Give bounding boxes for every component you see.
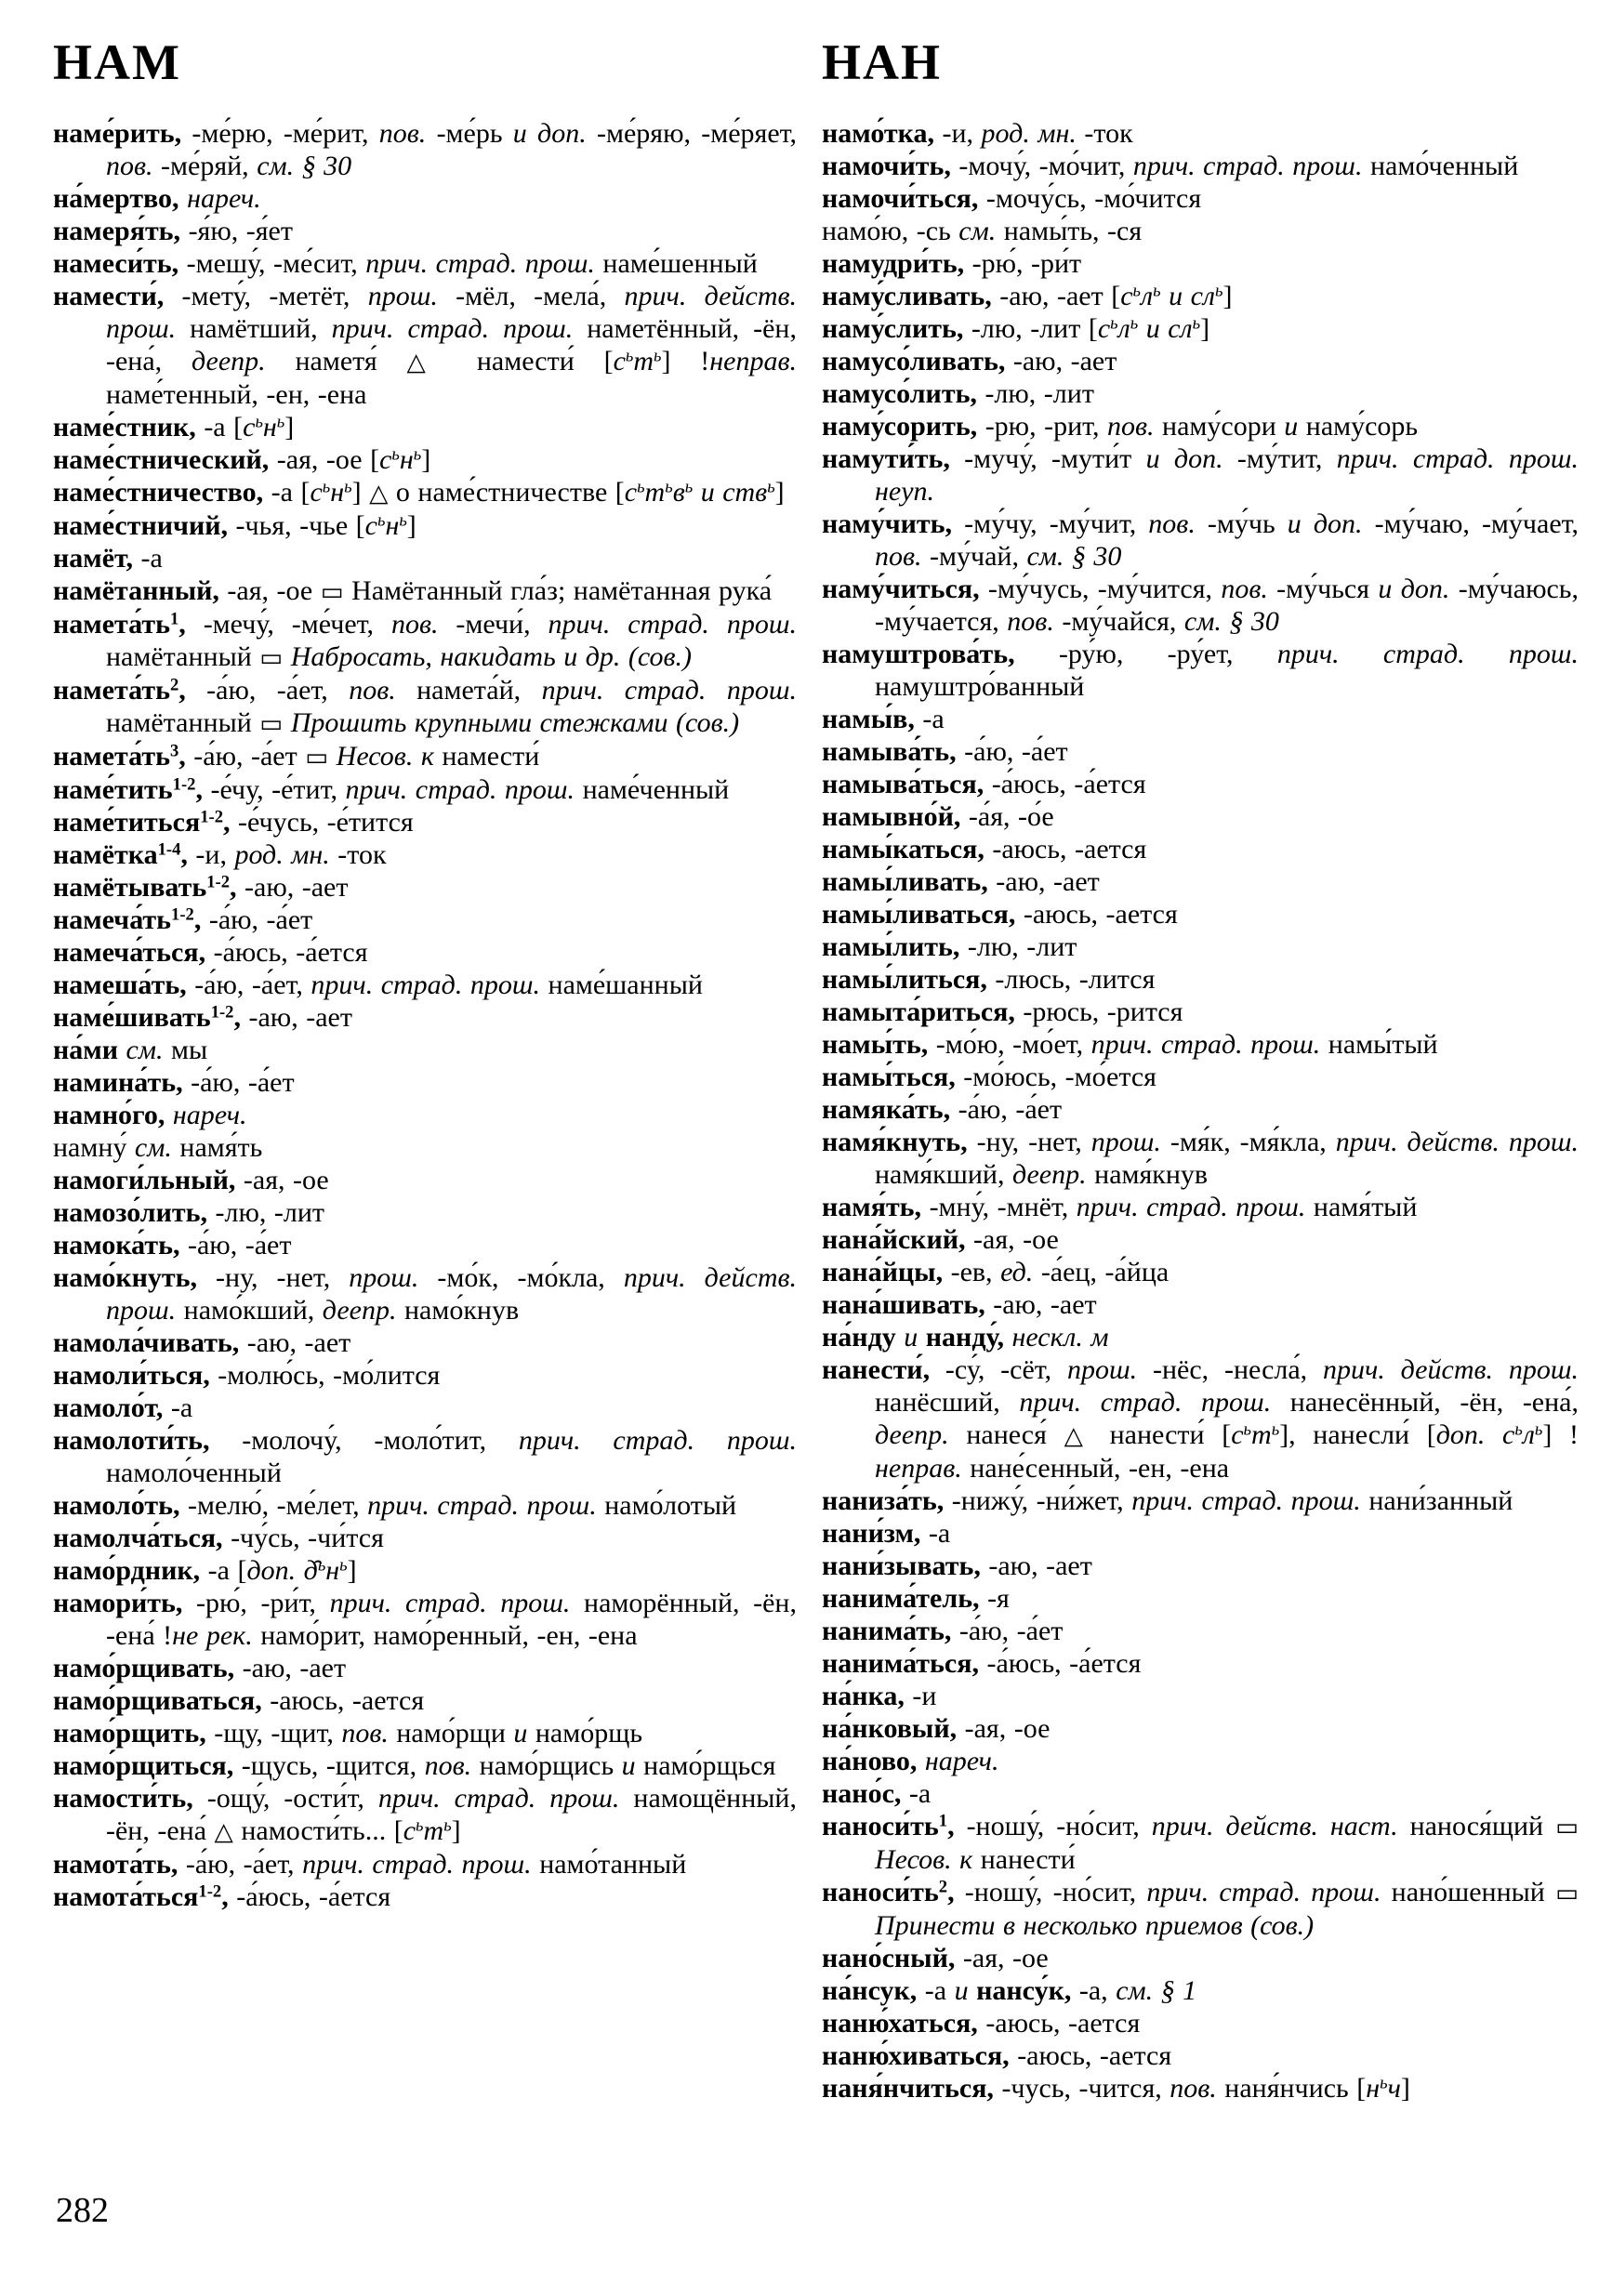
dictionary-entry: намо́тка, -и, род. мн. -ток xyxy=(822,118,1133,149)
dictionary-entry: нано́сный, -ая, -ое xyxy=(822,1943,1049,1973)
dictionary-entry: намоги́льный, -ая, -ое xyxy=(53,1165,329,1195)
dictionary-entry: намяка́ть, -а́ю, -а́ет xyxy=(822,1094,1063,1125)
dictionary-entry: нанести́, -су́, -сёт, прош. -нёс, -несла́, прич. действ. прош. нанёсший, прич. страд. прош. нанесённый, -ён, -ена́, деепр. нанеся́ △ нанести́ $[с^ьт^ь]$, нанесли́ [доп. $с^ьл^ь$] !неправ. нане́сенный, -ен, -ена xyxy=(822,1354,1579,1484)
dictionary-entry: намо́рщить, -щу, -щит, пов. намо́рщи и намо́рщь xyxy=(53,1718,643,1748)
dictionary-entry: намы́ться, -мо́юсь, -мо́ется xyxy=(822,1062,1156,1092)
box-symbol: ▭ xyxy=(320,577,344,606)
dictionary-entry: намеча́ться, -а́юсь, -а́ется xyxy=(53,937,368,968)
box-symbol: ▭ xyxy=(259,709,284,738)
dictionary-entry: намётка$^{1-4}$, -и, род. мн. -ток xyxy=(53,839,387,870)
dictionary-entry: намы́лить, -лю, -лит xyxy=(822,931,1077,962)
dictionary-entry: намола́чивать, -аю, -ает xyxy=(53,1327,351,1358)
left-column-entries xyxy=(53,117,797,1913)
dictionary-entry: нана́йский, -ая, -ое xyxy=(822,1224,1059,1255)
dictionary-entry: наме́стник, -а $[с^ьн^ь]$ xyxy=(53,412,295,442)
dictionary-entry: $намета́ть^3$, -а́ю, -а́ет ▭ Несов. к намести́ xyxy=(53,741,540,772)
dictionary-entry: на́ново, нареч. xyxy=(822,1746,999,1776)
triangle-symbol: △ xyxy=(214,1817,233,1846)
dictionary-entry: намётанный, -ая, -ое ▭ Намётанный гла́з; намётанная рука́ xyxy=(53,575,773,606)
guide-word-left: НАМ xyxy=(53,34,181,90)
page-number: 282 xyxy=(56,2191,109,2230)
dictionary-entry: наме́рить, -ме́рю, -ме́рит, пов. -ме́рь и доп. -ме́ряю, -ме́ряет, пов. -ме́ряй, см. § 30 xyxy=(53,118,797,181)
dictionary-entry: намо́рщиваться, -аюсь, -ается xyxy=(53,1685,425,1716)
triangle-symbol: △ xyxy=(369,479,389,508)
dictionary-entry: наню́хиваться, -аюсь, -ается xyxy=(822,2040,1172,2071)
dictionary-entry: наниза́ть, -нижу́, -ни́жет, прич. страд. прош. нани́занный xyxy=(822,1485,1513,1516)
dictionary-entry: намости́ть, -ощу́, -ости́т, прич. страд. прош. намощённый, -ён, -ена́ △ намости́ть... $[с^ьт^ь]$ xyxy=(53,1783,797,1846)
dictionary-entry: $намета́ть^2$, -а́ю, -а́ет, пов. намета́й, прич. страд. прош. намётанный ▭ Прошить крупными стежками (сов.) xyxy=(53,675,797,738)
dictionary-entry: наму́читься, -му́чусь, -му́чится, пов. -му́чься и доп. -му́чаюсь, -му́чается, пов. -му́чайся, см. § 30 xyxy=(822,574,1579,637)
dictionary-entry: намы́каться, -аюсь, -ается xyxy=(822,834,1147,864)
dictionary-entry: наню́хаться, -аюсь, -ается xyxy=(822,2008,1141,2039)
dictionary-entry: намоло́ть, -мелю́, -ме́лет, прич. страд. прош. намо́лотый xyxy=(53,1490,737,1521)
dictionary-entry: нанима́ться, -а́юсь, -а́ется xyxy=(822,1648,1142,1679)
dictionary-entry: намо́рщиться, -щусь, -щится, пов. намо́рщись и намо́рщься xyxy=(53,1750,776,1781)
dictionary-entry: намы́в, -а xyxy=(822,704,945,734)
dictionary-entry: намолча́ться, -чу́сь, -чи́тся xyxy=(53,1523,384,1553)
dictionary-entry: нано́с, -а xyxy=(822,1778,932,1809)
dictionary-entry: намусо́ливать, -аю, -ает xyxy=(822,346,1117,376)
right-column-entries xyxy=(822,117,1579,2105)
dictionary-entry: намыта́риться, -рюсь, -рится xyxy=(822,996,1183,1027)
dictionary-entry: намори́ть, -рю́, -ри́т, прич. страд. прош. наморённый, -ён, -ена́ !не рек. намо́рит, намо́ренный, -ен, -ена xyxy=(53,1588,797,1651)
dictionary-entry: намя́ть, -мну́, -мнёт, прич. страд. прош. намя́тый xyxy=(822,1192,1418,1222)
dictionary-entry: наме́стничество, -а $[с^ьн^ь]$ △ о наме́стничестве [$с^ьт^ьв^ь$ и ств$^ь$] xyxy=(53,477,785,508)
box-symbol: ▭ xyxy=(305,743,329,772)
dictionary-entry: на́нду и нанду́, нескл. м xyxy=(822,1322,1109,1353)
dictionary-entry: намно́го, нареч. xyxy=(53,1100,247,1130)
dictionary-entry: на́нка, -и xyxy=(822,1681,937,1711)
dictionary-entry: наму́сорить, -рю, -рит, пов. наму́сори и наму́сорь xyxy=(822,411,1419,442)
dictionary-entry: намы́ливать, -аю, -ает xyxy=(822,866,1100,897)
dictionary-entry: намо́кнуть, -ну, -нет, прош. -мо́к, -мо́кла, прич. действ. прош. намо́кший, деепр. намо́кнув xyxy=(53,1262,798,1326)
guide-word-right: НАН xyxy=(822,34,943,90)
dictionary-entry: наму́сливать, -аю, -ает [$с^ьл^ь$ и $сл^ь$] xyxy=(822,281,1233,311)
dictionary-entry: намести́, -мету́, -метёт, прош. -мёл, -мела́, прич. действ. прош. намётший, прич. страд. прош. наметённый, -ён, -ена́, деепр. наметя́ △ намести́ $[с^ьт^ь]$ !неправ. наме́тенный, -ен, -ена xyxy=(53,281,798,410)
dictionary-entry: на́нковый, -ая, -ое xyxy=(822,1713,1051,1744)
dictionary-entry: $намета́ть^1$, -мечу́, -ме́чет, пов. -мечи́, прич. страд. прош. намётанный ▭ Набросать, накидать и др. (сов.) xyxy=(53,609,797,672)
dictionary-entry: наме́стничий, -чья, -чье $[с^ьн^ь]$ xyxy=(53,510,416,541)
dictionary-entry: наму́слить, -лю, -лит [$с^ьл^ь$ и $сл^ь$] xyxy=(822,313,1210,344)
dictionary-entry: намёт, -а xyxy=(53,543,163,574)
dictionary-entry: намочи́ть, -мочу́, -мо́чит, прич. страд. прош. намо́ченный xyxy=(822,151,1519,181)
dictionary-entry: намыва́ть, -а́ю, -а́ет xyxy=(822,736,1068,767)
dictionary-entry: намочи́ться, -мочу́сь, -мо́чится xyxy=(822,183,1202,214)
dictionary-entry: намя́кнуть, -ну, -нет, прош. -мя́к, -мя́кла, прич. действ. прош. намя́кший, деепр. намя́кнув xyxy=(822,1127,1579,1190)
dictionary-entry: $намеча́ть^{1-2}$, -а́ю, -а́ет xyxy=(53,904,313,935)
dictionary-entry: намывно́й, -а́я, -о́е xyxy=(822,801,1054,832)
dictionary-entry: намоло́т, -а xyxy=(53,1392,193,1423)
dictionary-entry: наму́чить, -му́чу, -му́чит, пов. -му́чь и доп. -му́чаю, -му́чает, пов. -му́чай, см. § 30 xyxy=(822,508,1579,572)
dictionary-entry: наме́шивать$^{1-2}$, -аю, -ает xyxy=(53,1002,352,1033)
dictionary-entry: намеря́ть, -я́ю, -я́ет xyxy=(53,216,293,246)
dictionary-entry: намы́литься, -люсь, -лится xyxy=(822,964,1156,995)
dictionary-entry: намолоти́ть, -молочу́, -моло́тит, прич. страд. прош. намоло́ченный xyxy=(53,1425,797,1488)
dictionary-entry: намо́рдник, -а [доп. $д̑^ьн^ь$] xyxy=(53,1555,357,1586)
dictionary-entry: на́мертво, нареч. xyxy=(53,183,261,214)
dictionary-entry: намина́ть, -а́ю, -а́ет xyxy=(53,1067,295,1098)
triangle-symbol: △ xyxy=(406,348,448,376)
dictionary-entry: нанима́тель, -я xyxy=(822,1583,1010,1614)
dictionary-entry: намозо́лить, -лю, -лит xyxy=(53,1197,325,1228)
dictionary-entry: на́ми см. мы xyxy=(53,1035,208,1065)
dictionary-entry: намы́ливаться, -аюсь, -ается xyxy=(822,899,1178,930)
dictionary-entry: $наноси́ть^1$, -ношу́, -но́сит, прич. действ. наст. нанося́щий ▭ Несов. к нанести́ xyxy=(822,1811,1579,1875)
dictionary-entry: нанима́ть, -а́ю, -а́ет xyxy=(822,1616,1064,1646)
dictionary-entry: $наноси́ть^2$, -ношу́, -но́сит, прич. страд. прош. нано́шенный ▭ Принести в несколько приемов (сов.) xyxy=(822,1877,1579,1941)
dictionary-entry: наме́титься$^{1-2}$, -е́чусь, -е́тится xyxy=(53,807,414,838)
dictionary-entry: нани́зм, -а xyxy=(822,1518,951,1549)
dictionary-entry: нана́йцы, -ев, ед. -а́ец, -а́йца xyxy=(822,1257,1170,1287)
dictionary-entry: намо́рщивать, -аю, -ает xyxy=(53,1653,347,1683)
dictionary-entry: намы́ть, -мо́ю, -мо́ет, прич. страд. прош. намы́тый xyxy=(822,1029,1438,1060)
dictionary-entry: на́нсук, -а и нансу́к, -а, см. § 1 xyxy=(822,1975,1197,2006)
dictionary-entry: намоли́ться, -молю́сь, -мо́лится xyxy=(53,1360,441,1391)
dictionary-entry: намуштрова́ть, -ру́ю, -ру́ет, прич. страд. прош. намуштро́ванный xyxy=(822,639,1579,702)
dictionary-entry: нана́шивать, -аю, -ает xyxy=(822,1289,1097,1320)
box-symbol: ▭ xyxy=(1555,1879,1579,1907)
dictionary-entry: намудри́ть, -рю́, -ри́т xyxy=(822,248,1082,279)
dictionary-entry: нани́зывать, -аю, -ает xyxy=(822,1550,1092,1581)
dictionary-entry: намеша́ть, -а́ю, -а́ет, прич. страд. прош. наме́шанный xyxy=(53,970,703,1000)
dictionary-entry: намусо́лить, -лю, -лит xyxy=(822,378,1094,409)
dictionary-entry: намо́ю, -сь см. намы́ть, -ся xyxy=(822,216,1143,246)
box-symbol: ▭ xyxy=(259,643,284,672)
box-symbol: ▭ xyxy=(1555,1813,1579,1841)
dictionary-entry: намётывать$^{1-2}$, -аю, -ает xyxy=(53,872,349,903)
dictionary-entry: намеси́ть, -мешу́, -ме́сит, прич. страд. прош. наме́шенный xyxy=(53,248,758,279)
dictionary-entry: наме́тить$^{1-2}$, -е́чу, -е́тит, прич. страд. прош. наме́ченный xyxy=(53,774,730,805)
triangle-symbol: △ xyxy=(1064,1421,1092,1450)
dictionary-entry: намота́ть, -а́ю, -а́ет, прич. страд. прош. намо́танный xyxy=(53,1849,687,1880)
dictionary-entry: намну́ см. намя́ть xyxy=(53,1132,263,1163)
dictionary-entry: наме́стнический, -ая, -ое $[с^ьн^ь]$ xyxy=(53,444,431,475)
dictionary-entry: намыва́ться, -а́юсь, -а́ется xyxy=(822,769,1146,799)
dictionary-entry: намути́ть, -мучу́, -мути́т и доп. -му́тит, прич. страд. прош. неуп. xyxy=(822,443,1579,507)
dictionary-entry: намока́ть, -а́ю, -а́ет xyxy=(53,1230,292,1260)
dictionary-entry: намота́ться$^{1-2}$, -а́юсь, -а́ется xyxy=(53,1881,391,1912)
dictionary-entry: наня́нчиться, -чусь, -чится, пов. наня́нчись $[н^ьч]$ xyxy=(822,2073,1410,2104)
